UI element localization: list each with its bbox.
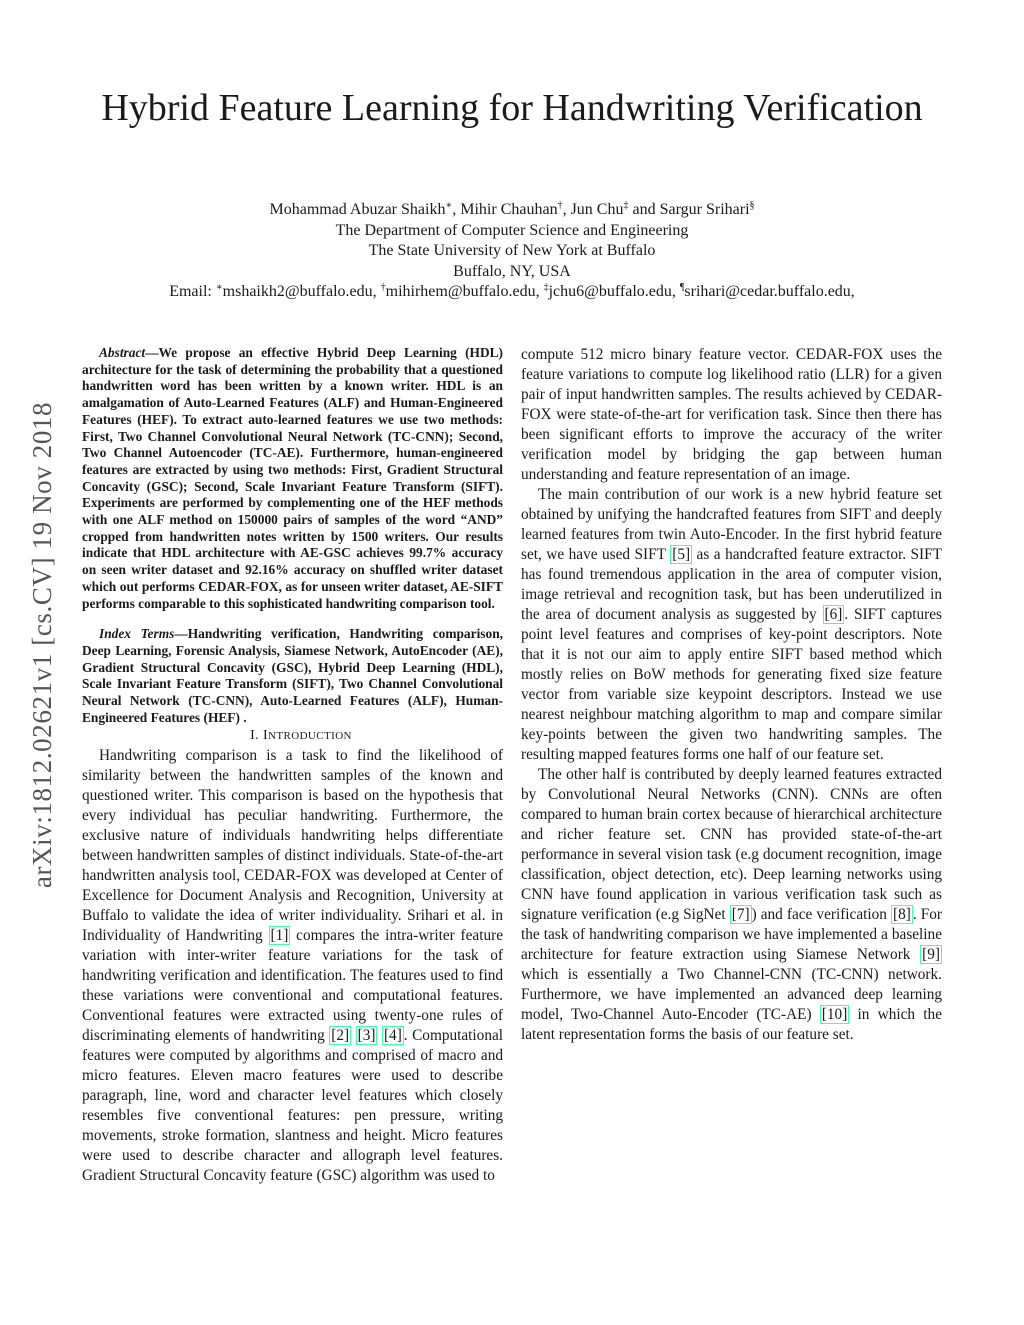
author-name: Mihir Chauhan	[460, 201, 558, 218]
index-terms-label: Index Terms	[99, 626, 175, 642]
intro-paragraph-3: The other half is contributed by deeply learned features extracted by Convolutional Neural Networks (CNN). CNNs are often compared to human brain cortex because of hierarchical architecture and richer feature set. CNN has provided state-of-the-art performance in several vision task (e.g document recognition, image classification, object detection, etc). Deep learning networks using CNN have found application in various verification task such as signature verification (e.g SigNet [7] ) and face verification [8] . For the task of handwriting comparison we have implemented a baseline architecture for feature extraction using Siamese Network [9] which is essentially a Two Channel-CNN (TC-CNN) network. Furthermore, we have implemented an advanced deep learning model, Two-Channel Auto-Encoder (TC-AE) [10] in which the latent representation forms the basis of our feature set.	[521, 766, 942, 1043]
abstract-text: —We propose an effective Hybrid Deep Learning (HDL) architecture for the task of determining the probability that a questioned handwritten word has been written by a known writer. HDL is an amalgamation of Auto-Learned Features (ALF) and Human-Engineered Features (HEF). To extract auto-learned features we use two methods: First, Two Channel Convolutional Neural Network (TC-CNN); Second, Two Channel Autoencoder (TC-AE). Furthermore, human-engineered features are extracted by using two methods: First, Gradient Structural Concavity (GSC); Second, Scale Invariant Feature Transform (SIFT). Experiments are performed by complementing one of the HEF methods with one ALF method on 150000 pairs of samples of the word “AND” cropped from handwritten notes written by 1500 writers. Our results indicate that HDL architecture with AE-GSC achieves 99.7% accuracy on seen writer dataset and 92.16% accuracy on shuffled writer dataset which out performs CEDAR-FOX, as for unseen writer dataset, AE-SIFT performs comparable to this sophisticated handwriting comparison tool.	[82, 345, 503, 611]
citation-link[interactable]: [9]	[922, 946, 940, 963]
index-terms	[82, 626, 503, 726]
intro-paragraph-1: Handwriting comparison is a task to find the likelihood of similarity between the handwritten samples of the known and questioned writer. This comparison is based on the hypothesis that every individual has peculiar handwriting. Furthermore, the exclusive nature of individuals handwriting helps differentiate between handwritten samples of distinct individuals. State-of-the-art handwritten analysis tool, CEDAR-FOX was developed at Center of Excellence for Document Analysis and Recognition, University at Buffalo to validate the idea of writer individuality. Srihari et al. in Individuality of Handwriting [1] compares the intra-writer feature variation with inter-writer feature variations for the task of handwriting verification and identification. The features used to find these variations were conventional and computational features. Conventional features were extracted using twenty-one rules of discriminating elements of handwriting [2] [3] [4] . Computational features were computed by algorithms and comprised of macro and micro features. Eleven macro features were used to describe paragraph, line, word and character level features which closely resembles five conventional features: pen pressure, writing movements, stroke formation, slantness and height. Micro features were used to describe character and allograph level features. Gradient Structural Concavity feature (GSC) algorithm was used to	[82, 747, 504, 1185]
email-link[interactable]: mihirhem@buffalo.edu,	[385, 283, 540, 300]
author-mark: ∗	[445, 200, 453, 211]
author-mark: ‡	[623, 200, 629, 211]
section-heading-introduction: I. INTRODUCTION	[250, 728, 352, 744]
abstract-label: Abstract	[99, 345, 146, 360]
author-block	[60, 200, 964, 303]
paper-title: Hybrid Feature Learning for Handwriting Verification	[101, 87, 923, 129]
citation-link[interactable]: [3]	[357, 1027, 376, 1045]
citation-link[interactable]: [7]	[731, 906, 750, 923]
author-mark: §	[749, 200, 755, 211]
left-column	[82, 345, 503, 1186]
citation-link[interactable]: [8]	[893, 906, 911, 923]
arxiv-identifier: arXiv:1812.02621v1 [cs.CV] 19 Nov 2018	[27, 401, 57, 889]
index-terms-text: —Handwriting verification, Handwriting comparison, Deep Learning, Forensic Analysis, Siamese Network, AutoEncoder (AE), Gradient Structural Concavity (GSC), Hybrid Deep Learning (HDL), Scale Invariant Feature Transform (SIFT), Two Channel Convolutional Neural Network (TC-CNN), Auto-Learned Features (ALF), Human-Engineered Features (HEF) .	[82, 626, 503, 725]
citation-link[interactable]: [6]	[824, 606, 843, 623]
arxiv-side-stamp	[22, 345, 62, 945]
email-link[interactable]: srihari@cedar.buffalo.edu,	[684, 283, 855, 300]
affiliation-line: The State University of New York at Buffalo	[368, 242, 656, 259]
author-name: Mohammad Abuzar Shaikh	[269, 201, 446, 218]
email-link[interactable]: jchu6@buffalo.edu,	[548, 283, 676, 300]
email-line: Email: ∗mshaikh2@buffalo.edu, †mihirhem@buffalo.edu, ‡jchu6@buffalo.edu, ¶srihari@cedar.buffalo.edu,	[169, 282, 855, 300]
intro-paragraph-2: The main contribution of our work is a new hybrid feature set obtained by unifying the handcrafted features from SIFT and deeply learned features from twin Auto-Encoder. In the first hybrid feature set, we have used SIFT [5] as a handcrafted feature extractor. SIFT has found tremendous application in the area of computer vision, image retrieval and recognition task, but has been underutilized in the area of document analysis as suggested by [6] . SIFT captures point level features and comprises of key-point descriptors. Note that it is not our aim to apply entire SIFT based method which mostly relies on BoW methods for generating fixed size feature vector from variable size keypoint descriptors. Instead we use nearest neighbour matching algorithm to map and compare similar key-points between the given two handwriting samples. The resulting mapped features forms one half of our feature set.	[521, 486, 942, 763]
email-link[interactable]: mshaikh2@buffalo.edu,	[222, 283, 377, 300]
right-column	[521, 345, 942, 1045]
citation-link[interactable]: [1]	[270, 927, 289, 945]
author-names: Mohammad Abuzar Shaikh∗, Mihir Chauhan†, Jun Chu‡ and Sargur Srihari§	[269, 200, 755, 218]
citation-link[interactable]: [10]	[821, 1006, 848, 1023]
citation-link[interactable]: [2]	[331, 1027, 350, 1045]
author-name: Sargur Srihari	[659, 201, 750, 218]
intro-paragraph-1-continued: compute 512 micro binary feature vector. CEDAR-FOX uses the feature variations to compute log likelihood ratio (LLR) for a given pair of input handwritten samples. The results achieved by CEDAR-FOX were state-of-the-art for verification task. Since then there has been significant efforts to improve the accuracy of the writer verification model by bridging the gap between human understanding and feature representation of an image.	[521, 346, 942, 483]
affiliation-line: The Department of Computer Science and Engineering	[335, 221, 689, 239]
citation-link[interactable]: [4]	[383, 1027, 402, 1045]
author-name: Jun Chu	[570, 201, 624, 218]
affiliation-line: Buffalo, NY, USA	[453, 262, 571, 280]
abstract	[82, 345, 503, 612]
author-mark: †	[557, 200, 563, 211]
citation-link[interactable]: [5]	[672, 546, 691, 563]
